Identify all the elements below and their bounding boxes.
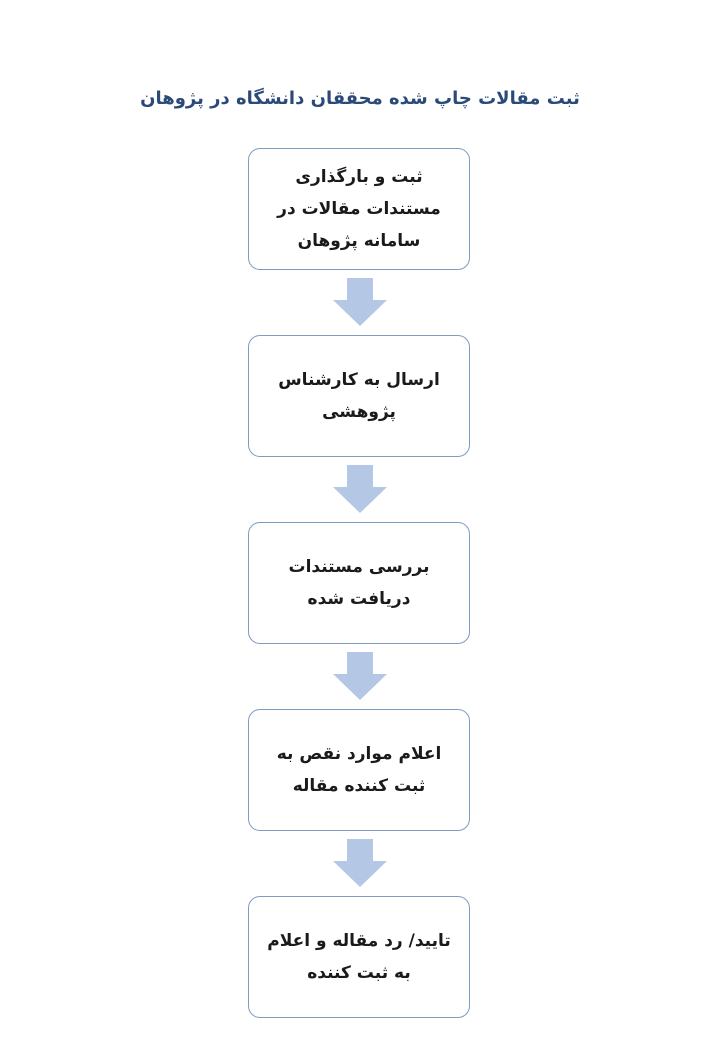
step-label-3: بررسی مستندات دریافت شده (288, 557, 430, 609)
step-box-3 (248, 522, 470, 644)
step-box-5 (248, 896, 470, 1018)
step-box-1 (248, 148, 470, 270)
down-arrow-icon (333, 839, 387, 887)
step-label-2: ارسال به کارشناس پژوهشی (278, 370, 440, 422)
step-box-4 (248, 709, 470, 831)
step-box-2 (248, 335, 470, 457)
down-arrow-icon (333, 652, 387, 700)
step-label-4: اعلام موارد نقص به ثبت کننده مقاله (276, 744, 442, 796)
diagram-title: ثبت مقالات چاپ شده محققان دانشگاه در پژوهان (140, 88, 580, 109)
step-label-1: ثبت و بارگذاری مستندات مقالات در سامانه پژوهان (277, 167, 441, 251)
down-arrow-icon (333, 278, 387, 326)
down-arrow-icon (333, 465, 387, 513)
step-label-5: تایید/ رد مقاله و اعلام به ثبت کننده (267, 931, 451, 983)
